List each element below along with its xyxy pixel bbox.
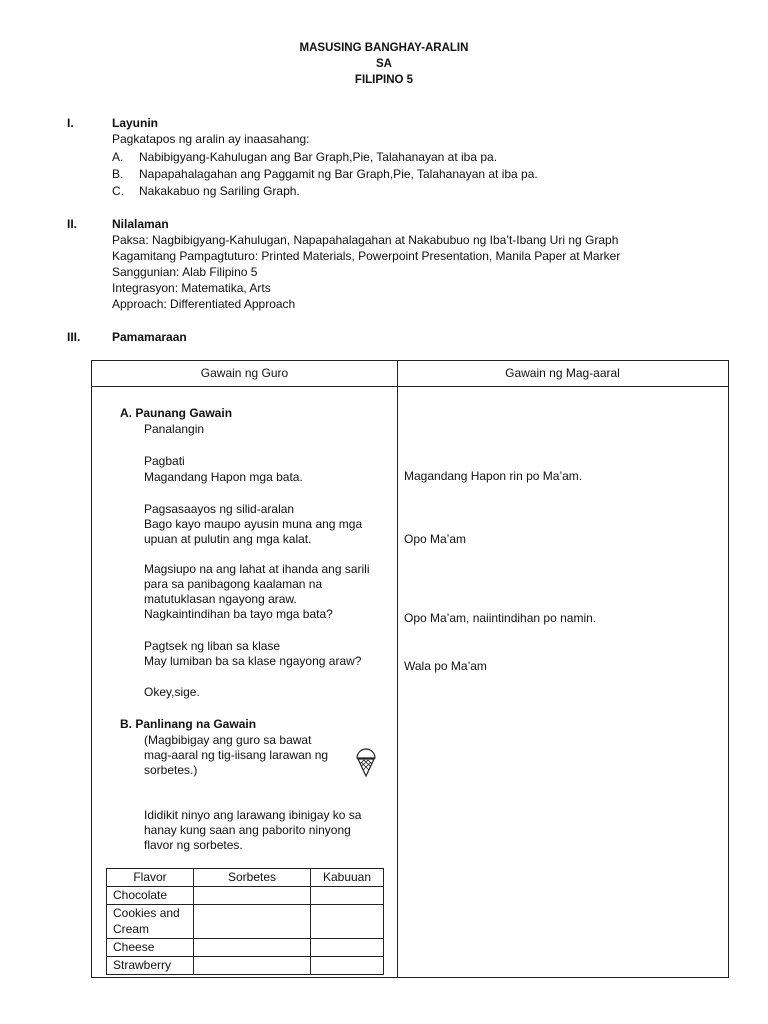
teacher-column-header: Gawain ng Guro bbox=[200, 366, 289, 380]
table-cell: Strawberry bbox=[107, 957, 194, 975]
student-response: Wala po Ma’am bbox=[404, 659, 487, 673]
teacher-text: Magandang Hapon mga bata. bbox=[144, 470, 303, 484]
table-cell: Cheese bbox=[107, 939, 194, 957]
table-cell bbox=[194, 939, 311, 957]
student-column-header: Gawain ng Mag-aaral bbox=[505, 366, 620, 380]
section1-number: I. bbox=[67, 116, 74, 130]
objective-text: Nabibigyang-Kahulugan ang Bar Graph,Pie, Talahanayan at iba pa. bbox=[139, 150, 498, 164]
teacher-text: upuan at pulutin ang mga kalat. bbox=[144, 532, 312, 546]
section2-number: II. bbox=[67, 217, 78, 231]
table-cell bbox=[194, 957, 311, 975]
teacher-text: Okey,sige. bbox=[144, 685, 200, 699]
student-response: Opo Ma’am bbox=[404, 532, 467, 546]
teacher-text: hanay kung saan ang paborito ninyong bbox=[144, 823, 351, 837]
teacher-text: Pagtsek ng liban sa klase bbox=[144, 639, 281, 653]
doc-title-line1: MASUSING BANGHAY-ARALIN bbox=[299, 42, 469, 54]
table-header-cell: Flavor bbox=[107, 869, 194, 887]
table-row bbox=[107, 939, 384, 957]
teacher-text: (Magbibigay ang guro sa bawat bbox=[144, 733, 312, 747]
table-cell bbox=[194, 887, 311, 905]
teacher-text: mag-aaral ng tig-iisang larawan ng bbox=[144, 748, 329, 762]
table-cell bbox=[311, 887, 384, 905]
teacher-text: Magsiupo na ang lahat at ihanda ang sarili bbox=[144, 562, 370, 576]
part-a-heading: A. Paunang Gawain bbox=[120, 406, 233, 420]
student-response: Opo Ma’am, naiintindihan po namin. bbox=[404, 611, 597, 625]
header-divider bbox=[92, 386, 728, 387]
teacher-text: Nagkaintindihan ba tayo mga bata? bbox=[144, 607, 333, 621]
table-cell bbox=[311, 939, 384, 957]
section1-title: Layunin bbox=[112, 116, 159, 130]
table-cell bbox=[311, 957, 384, 975]
table-cell: Cookies and Cream bbox=[107, 905, 194, 939]
section2-title: Nilalaman bbox=[112, 217, 169, 231]
teacher-text: Panalangin bbox=[144, 422, 205, 436]
teacher-text: flavor ng sorbetes. bbox=[144, 838, 243, 852]
flavor-table bbox=[106, 868, 384, 975]
table-row bbox=[107, 905, 384, 939]
teacher-text: matutuklasan ngayong araw. bbox=[144, 592, 297, 606]
table-row bbox=[107, 957, 384, 975]
table-row bbox=[107, 887, 384, 905]
teacher-text: Ididikit ninyo ang larawang ibinigay ko sa bbox=[144, 808, 362, 822]
teacher-text: Bago kayo maupo ayusin muna ang mga bbox=[144, 517, 363, 531]
doc-title-line3: FILIPINO 5 bbox=[354, 74, 414, 86]
table-cell bbox=[194, 905, 311, 939]
content-line: Kagamitang Pampagtuturo: Printed Materials, Powerpoint Presentation, Manila Paper at Marker bbox=[112, 249, 621, 263]
objective-text: Nakakabuo ng Sariling Graph. bbox=[139, 184, 300, 198]
table-header-cell: Sorbetes bbox=[194, 869, 311, 887]
table-header-row bbox=[107, 869, 384, 887]
column-divider bbox=[397, 361, 398, 977]
section3-number: III. bbox=[67, 330, 81, 344]
content-line: Integrasyon: Matematika, Arts bbox=[112, 281, 271, 295]
teacher-text: sorbetes.) bbox=[144, 763, 198, 777]
content-line: Sanggunian: Alab Filipino 5 bbox=[112, 265, 258, 279]
content-line: Paksa: Nagbibigyang-Kahulugan, Napapahalagahan at Nakabubuo ng Iba’t-Ibang Uri ng Graph bbox=[112, 233, 619, 247]
objective-letter: A. bbox=[112, 150, 124, 164]
part-b-heading: B. Panlinang na Gawain bbox=[120, 717, 257, 731]
table-cell: Chocolate bbox=[107, 887, 194, 905]
content-line: Approach: Differentiated Approach bbox=[112, 297, 296, 311]
objective-text: Napapahalagahan ang Paggamit ng Bar Graph,Pie, Talahanayan at iba pa. bbox=[139, 167, 538, 181]
table-header-cell: Kabuuan bbox=[311, 869, 384, 887]
student-response: Magandang Hapon rin po Ma’am. bbox=[404, 469, 583, 483]
teacher-text: para sa panibagong kaalaman na bbox=[144, 577, 323, 591]
section1-intro: Pagkatapos ng aralin ay inaasahang: bbox=[112, 132, 310, 146]
teacher-text: Pagsasaayos ng silid-aralan bbox=[144, 502, 295, 516]
objective-letter: C. bbox=[112, 184, 124, 198]
teacher-text: Pagbati bbox=[144, 454, 185, 468]
teacher-text: May lumiban ba sa klase ngayong araw? bbox=[144, 654, 362, 668]
procedure-table bbox=[91, 360, 729, 978]
objective-letter: B. bbox=[112, 167, 124, 181]
table-cell bbox=[311, 905, 384, 939]
ice-cream-icon bbox=[354, 746, 378, 778]
doc-title-line2: SA bbox=[376, 58, 392, 70]
section3-title: Pamamaraan bbox=[112, 330, 187, 344]
